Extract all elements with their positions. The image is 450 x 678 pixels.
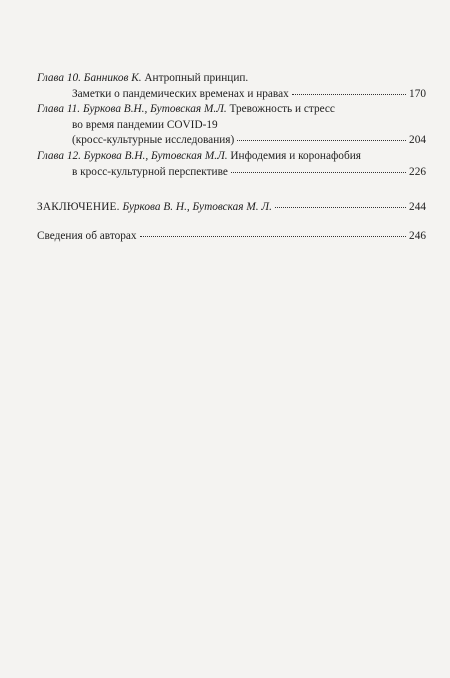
dot-leader [237,139,406,141]
toc-line [37,102,426,118]
conclusion-authors: Буркова В. Н., Бутовская М. Л. [122,201,272,214]
chapter-title: Инфодемия и коронафобия [230,149,361,162]
chapter-label: Глава 12. [37,149,81,162]
dot-leader [292,93,406,95]
chapter-title: Тревожность и стресс [229,103,335,116]
chapter-title-cont: Заметки о пандемических временах и нравах [72,87,289,100]
page-number: 170 [409,87,426,100]
toc-line [37,118,426,134]
toc-entry-chapter-10 [37,71,426,102]
chapter-title: Антропный принцип. [144,72,249,84]
page-number: 244 [409,201,426,214]
toc-line [37,133,426,149]
chapter-title-cont: во время пандемии COVID-19 [72,118,218,131]
chapter-author: Банников К. [83,72,142,84]
dot-leader [231,171,406,173]
toc-entry-conclusion [37,200,426,216]
toc-line [37,87,426,103]
chapter-authors: Буркова В.Н., Бутовская М.Л. [82,103,227,116]
toc-entry-authors-info [37,229,426,245]
toc-line [37,229,426,245]
toc-line [37,165,426,181]
chapter-title-cont: в кросс-культурной перспективе [72,165,228,178]
toc-entry-chapter-12 [37,149,426,180]
chapter-title-cont: (кросс-культурные исследования) [72,134,235,147]
dot-leader [140,235,406,237]
toc-entry-chapter-11 [37,102,426,149]
table-of-contents [37,71,426,244]
chapter-authors: Буркова В.Н., Бутовская М.Л. [83,149,228,162]
page-number: 246 [409,229,426,242]
page-number: 226 [409,165,426,178]
chapter-label: Глава 11. [37,103,81,116]
chapter-label: Глава 10. [37,72,81,84]
page-number: 204 [409,134,426,147]
conclusion-label: ЗАКЛЮЧЕНИЕ. [37,201,120,214]
toc-line [37,71,426,87]
toc-line [37,200,426,216]
dot-leader [275,206,406,208]
authors-info-label: Сведения об авторах [37,229,137,242]
toc-line [37,149,426,165]
